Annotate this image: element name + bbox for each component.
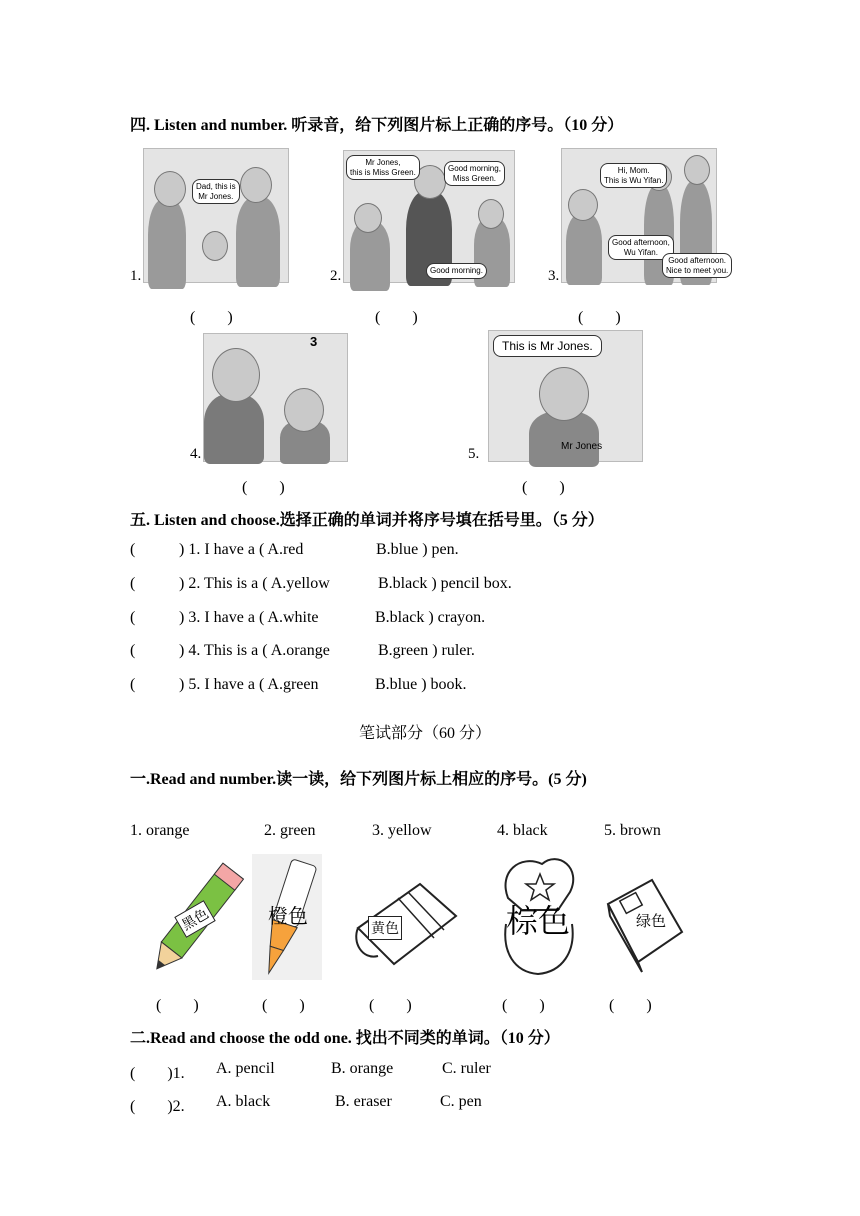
- picture-2-bubble-3: Good morning.: [426, 263, 487, 279]
- part2-q1-option-b: B. orange: [331, 1060, 394, 1077]
- part1-word-2: 2. green: [264, 822, 316, 839]
- written-part-title: 笔试部分（60 分）: [359, 725, 492, 742]
- picture-2: [343, 150, 515, 283]
- picture-5-label: 5.: [468, 446, 480, 462]
- section5-q1: ) 1. I have a ( A.red: [179, 541, 304, 558]
- part1-answer-paren-1[interactable]: ( ): [156, 997, 199, 1014]
- crayon-tag: 黄色: [368, 916, 402, 940]
- part1-heading: 一.Read and number.读一读，给下列图片标上相应的序号。(5 分): [130, 771, 587, 788]
- section5-q2-option-b: B.black ) pencil box.: [378, 575, 512, 592]
- section5-heading: 五. Listen and choose.选择正确的单词并将序号填在括号里。（5 分）: [130, 512, 604, 529]
- part1-word-4: 4. black: [497, 822, 548, 839]
- section5-q4: ) 4. This is a ( A.orange: [179, 642, 330, 659]
- section5-q1-open-paren[interactable]: (: [130, 541, 136, 558]
- section5-q2: ) 2. This is a ( A.yellow: [179, 575, 330, 592]
- section4-heading: 四. Listen and number. 听录音，给下列图片标上正确的序号。（10 分）: [130, 117, 624, 134]
- section5-q2-open-paren[interactable]: (: [130, 575, 136, 592]
- picture-5-name-card: Mr Jones: [561, 441, 603, 452]
- part1-word-3: 3. yellow: [372, 822, 432, 839]
- section5-q3: ) 3. I have a ( A.white: [179, 609, 319, 626]
- picture-2-bubble-2: Good morning, Miss Green.: [444, 161, 505, 186]
- picture-2-bubble-1: Mr Jones, this is Miss Green.: [346, 155, 420, 180]
- picture-1-bubble: Dad, this is Mr Jones.: [192, 179, 240, 204]
- picture-5-answer-paren[interactable]: ( ): [522, 479, 565, 496]
- picture-1-answer-paren[interactable]: ( ): [190, 309, 233, 326]
- picture-1-label: 1.: [130, 268, 142, 284]
- picture-1: [143, 148, 289, 283]
- part2-heading: 二.Read and choose the odd one. 找出不同类的单词。（10 分）: [130, 1030, 560, 1047]
- part1-answer-paren-5[interactable]: ( ): [609, 997, 652, 1014]
- picture-3-label: 3.: [548, 268, 560, 284]
- section5-q4-open-paren[interactable]: (: [130, 642, 136, 659]
- book-label: 绿色: [636, 912, 667, 930]
- section5-q1-option-b: B.blue ) pen.: [376, 541, 459, 558]
- part2-q2-number[interactable]: ( )2.: [130, 1098, 185, 1115]
- part1-word-1: 1. orange: [130, 822, 190, 839]
- part2-q2-option-a: A. black: [216, 1093, 271, 1110]
- picture-5-bubble: This is Mr Jones.: [493, 335, 602, 357]
- section5-q5-open-paren[interactable]: (: [130, 676, 136, 693]
- part1-answer-paren-2[interactable]: ( ): [262, 997, 305, 1014]
- part2-q1-option-c: C. ruler: [442, 1060, 491, 1077]
- chef-hat-label: 棕色: [506, 902, 571, 940]
- picture-4-corner-number: 3: [310, 334, 318, 349]
- section5-q4-option-b: B.green ) ruler.: [378, 642, 475, 659]
- part1-word-5: 5. brown: [604, 822, 661, 839]
- section5-q5: ) 5. I have a ( A.green: [179, 676, 319, 693]
- part2-q1-number[interactable]: ( )1.: [130, 1065, 185, 1082]
- part2-q2-option-b: B. eraser: [335, 1093, 392, 1110]
- picture-3-bubble-3: Good afternoon. Nice to meet you.: [662, 253, 732, 278]
- picture-3: [561, 148, 729, 283]
- part2-q2-option-c: C. pen: [440, 1093, 482, 1110]
- picture-4-answer-paren[interactable]: ( ): [242, 479, 285, 496]
- picture-2-answer-paren[interactable]: ( ): [375, 309, 418, 326]
- marker-label: 橙色: [268, 904, 308, 928]
- pencil-tag: 黑色: [174, 900, 215, 938]
- picture-4-label: 4.: [190, 446, 202, 462]
- part2-q1-option-a: A. pencil: [216, 1060, 275, 1077]
- part1-answer-paren-4[interactable]: ( ): [502, 997, 545, 1014]
- picture-5: [488, 330, 643, 462]
- section5-q3-option-b: B.black ) crayon.: [375, 609, 486, 626]
- picture-4: [203, 333, 348, 462]
- picture-3-bubble-2: Good afternoon, Wu Yifan.: [608, 235, 674, 260]
- section5-q5-option-b: B.blue ) book.: [375, 676, 467, 693]
- picture-3-bubble-1: Hi, Mom. This is Wu Yifan.: [600, 163, 667, 188]
- picture-2-label: 2.: [330, 268, 342, 284]
- section5-q3-open-paren[interactable]: (: [130, 609, 136, 626]
- part1-answer-paren-3[interactable]: ( ): [369, 997, 412, 1014]
- picture-3-answer-paren[interactable]: ( ): [578, 309, 621, 326]
